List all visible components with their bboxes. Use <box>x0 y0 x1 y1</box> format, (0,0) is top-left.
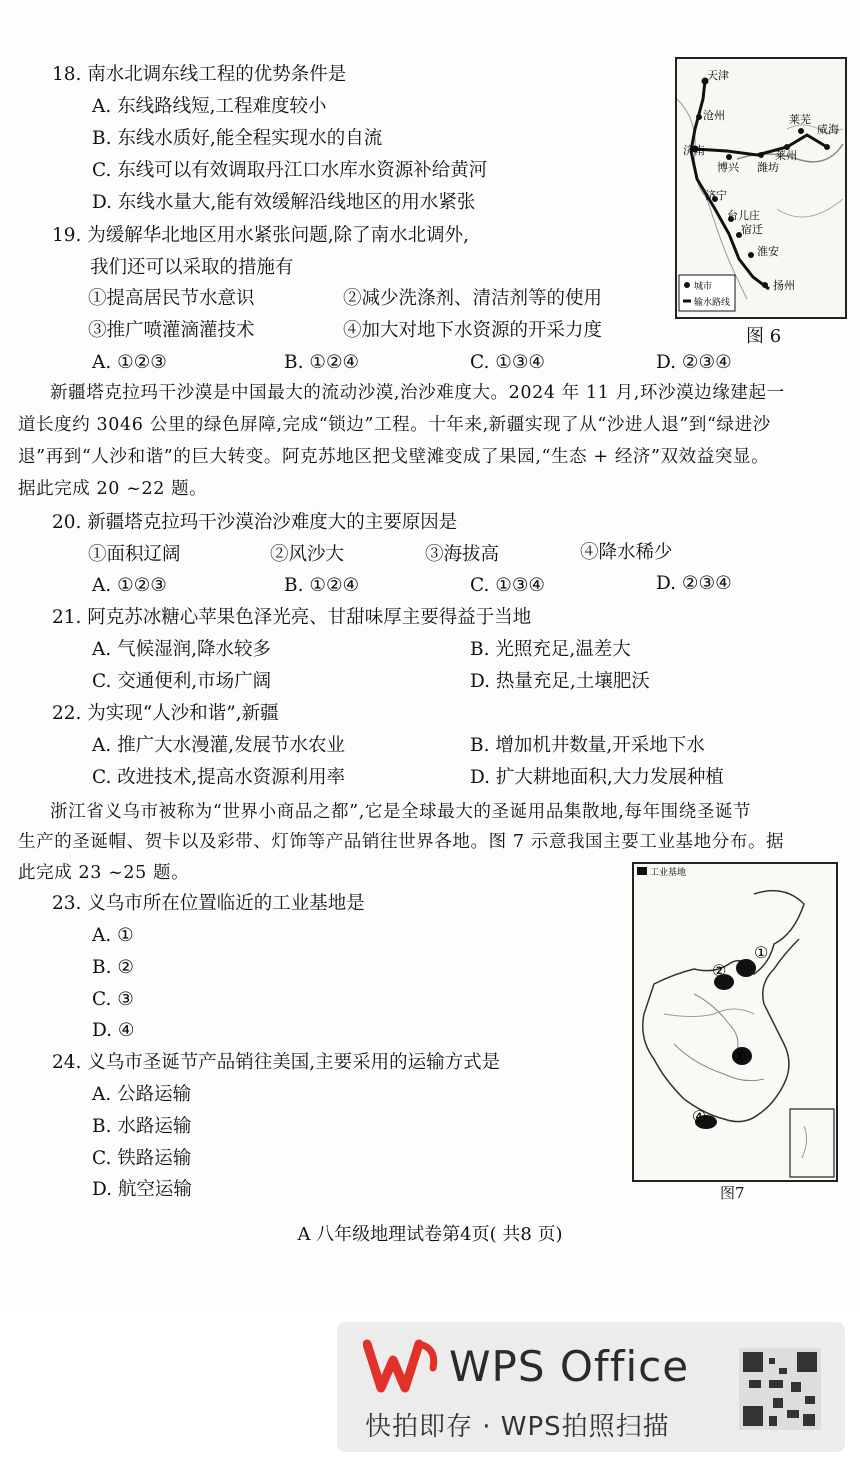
q24-option-a: A. 公路运输 <box>92 1084 192 1105</box>
q24-option-b: B. 水路运输 <box>92 1116 192 1137</box>
city-label: 宿迁 <box>741 223 763 236</box>
q19-stem: 19. 为缓解华北地区用水紧张问题,除了南水北调外, <box>52 225 470 246</box>
passage1-line4: 据此完成 20 ~22 题。 <box>18 479 208 499</box>
q22-option-b: B. 增加机井数量,开采地下水 <box>470 735 705 756</box>
legend-city: 城市 <box>694 282 713 292</box>
q24-option-c: C. 铁路运输 <box>92 1148 192 1169</box>
q23-option-c: C. ③ <box>92 989 134 1010</box>
q19-option-b: B. ①②④ <box>284 352 360 373</box>
base-1-marker: ① <box>754 943 769 962</box>
q21-option-d: D. 热量充足,土壤肥沃 <box>470 671 650 692</box>
q18-option-a: A. 东线路线短,工程难度较小 <box>92 96 327 117</box>
city-label: 莱州 <box>775 149 797 162</box>
q18-option-c: C. 东线可以有效调取丹江口水库水资源补给黄河 <box>92 160 488 181</box>
city-label: 济南 <box>683 144 705 157</box>
q23-option-b: B. ② <box>92 957 134 978</box>
legend-route: 输水路线 <box>694 298 731 308</box>
q20-option-d: D. ②③④ <box>656 573 732 594</box>
q20-option-b: B. ①②④ <box>284 575 360 596</box>
q20-statement-2: ②风沙大 <box>270 544 345 565</box>
q19-statement-1: ①提高居民节水意识 <box>88 288 255 309</box>
passage2-line3: 此完成 23 ~25 题。 <box>18 863 190 883</box>
q22-option-d: D. 扩大耕地面积,大力发展种植 <box>470 767 724 788</box>
china-industrial-base-map <box>634 864 836 1180</box>
q19-statement-2: ②减少洗涤剂、清洁剂等的使用 <box>343 288 603 309</box>
figure-7-map <box>632 862 838 1182</box>
wps-watermark <box>337 1322 845 1452</box>
city-label: 天津 <box>707 69 729 82</box>
passage1-line1: 新疆塔克拉玛干沙漠是中国最大的流动沙漠,治沙难度大。2024 年 11 月,环沙漠边缘建起一 <box>50 383 785 403</box>
q19-option-a: A. ①②③ <box>92 352 167 373</box>
passage1-line2: 道长度约 3046 公里的绿色屏障,完成“锁边”工程。十年来,新疆实现了从“沙进人退”到“绿进沙 <box>18 415 771 435</box>
city-label: 济宁 <box>705 189 727 202</box>
q23-option-d: D. ④ <box>92 1020 135 1041</box>
page-footer: A 八年级地理试卷第4页( 共8 页) <box>297 1224 563 1245</box>
q24-stem: 24. 义乌市圣诞节产品销往美国,主要采用的运输方式是 <box>52 1052 501 1073</box>
q23-stem: 23. 义乌市所在位置临近的工业基地是 <box>52 893 365 914</box>
q24-option-d: D. 航空运输 <box>92 1179 192 1200</box>
q19-option-d: D. ②③④ <box>656 352 732 373</box>
city-label: 莱芜 <box>789 113 811 126</box>
q18-option-d: D. 东线水量大,能有效缓解沿线地区的用水紧张 <box>92 192 476 213</box>
q21-option-c: C. 交通便利,市场广阔 <box>92 671 272 692</box>
passage1-line3: 退”再到“人沙和谐”的巨大转变。阿克苏地区把戈壁滩变成了果园,“生态 + 经济”双效益突显。 <box>18 447 770 467</box>
q18-option-b: B. 东线水质好,能全程实现水的自流 <box>92 128 383 149</box>
water-route-map <box>677 59 845 317</box>
q22-stem: 22. 为实现“人沙和谐”,新疆 <box>52 703 279 724</box>
q19-stem-cont: 我们还可以采取的措施有 <box>90 257 294 278</box>
figure-6-caption: 图 6 <box>746 326 782 347</box>
city-label: 威海 <box>817 123 839 136</box>
q19-statement-3: ③推广喷灌滴灌技术 <box>88 320 255 341</box>
q20-statement-4: ④降水稀少 <box>580 542 673 563</box>
city-label: 博兴 <box>717 161 739 174</box>
city-label: 台儿庄 <box>727 209 760 222</box>
figure-7-caption: 图7 <box>720 1184 745 1202</box>
base-3-marker: ③ <box>732 1047 747 1066</box>
base-2-marker: ② <box>712 961 727 980</box>
city-label: 淮安 <box>757 245 779 258</box>
q18-stem: 18. 南水北调东线工程的优势条件是 <box>52 64 347 85</box>
q22-option-a: A. 推广大水漫灌,发展节水农业 <box>92 735 346 756</box>
qr-code-icon <box>739 1348 821 1430</box>
q21-stem: 21. 阿克苏冰糖心苹果色泽光亮、甘甜味厚主要得益于当地 <box>52 607 532 628</box>
passage2-line2: 生产的圣诞帽、贺卡以及彩带、灯饰等产品销往世界各地。图 7 示意我国主要工业基地分布。据 <box>18 832 785 852</box>
city-label: 扬州 <box>773 279 795 292</box>
q20-stem: 20. 新疆塔克拉玛干沙漠治沙难度大的主要原因是 <box>52 512 458 533</box>
wps-brand: WPS Office <box>449 1342 690 1391</box>
base-4-marker: ④ <box>692 1107 707 1126</box>
q19-option-c: C. ①③④ <box>470 352 546 373</box>
q21-option-b: B. 光照充足,温差大 <box>470 639 631 660</box>
wps-tagline: 快拍即存 · WPS拍照扫描 <box>365 1412 670 1442</box>
q20-option-a: A. ①②③ <box>92 575 167 596</box>
q22-option-c: C. 改进技术,提高水资源利用率 <box>92 767 346 788</box>
q20-statement-3: ③海拔高 <box>425 544 500 565</box>
wps-logo-icon <box>363 1338 443 1398</box>
q20-option-c: C. ①③④ <box>470 575 546 596</box>
q19-statement-4: ④加大对地下水资源的开采力度 <box>343 320 603 341</box>
q21-option-a: A. 气候湿润,降水较多 <box>92 639 272 660</box>
q20-statement-1: ①面积辽阔 <box>88 544 181 565</box>
passage2-line1: 浙江省义乌市被称为“世界小商品之都”,它是全球最大的圣诞用品集散地,每年围绕圣诞节 <box>50 802 752 822</box>
city-label: 沧州 <box>703 109 725 122</box>
legend-industrial-base: 工业基地 <box>650 868 687 878</box>
figure-6-map <box>675 57 847 319</box>
city-label: 潍坊 <box>757 161 779 174</box>
q23-option-a: A. ① <box>92 925 134 946</box>
